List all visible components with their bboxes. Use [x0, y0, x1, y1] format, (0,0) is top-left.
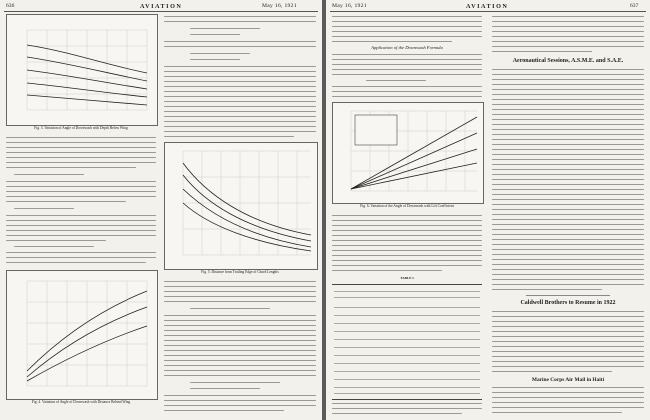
right-page-number: 637	[630, 3, 639, 9]
figure-6-chart	[332, 102, 484, 204]
right-page	[326, 0, 650, 420]
table-1	[332, 284, 482, 400]
section-heading-downwash-formula: Application of the Downwash Formula	[371, 45, 443, 50]
left-header-rule	[4, 11, 318, 12]
left-date: May 16, 1921	[262, 3, 297, 9]
figure-6-caption: Fig. 6. Variation of the Angle of Downwash with Lift Coefficient	[360, 204, 454, 208]
left-running-title: AVIATION	[140, 3, 183, 10]
figure-5-caption: Fig. 5. Distance from Trailing Edge of Chord Lengths	[201, 270, 279, 274]
table-1-title: TABLE I	[400, 276, 414, 280]
right-date: May 16, 1921	[332, 3, 367, 9]
figure-3-caption: Fig. 3. Variation of Angle of Downwash with Depth Below Wing	[34, 126, 128, 130]
right-running-title: AVIATION	[466, 3, 509, 10]
news-heading-caldwell-brothers: Caldwell Brothers to Resume in 1922	[520, 300, 616, 306]
news-heading-aeronautical-sessions: Aeronautical Sessions, A.S.M.E. and S.A.E.	[512, 58, 624, 64]
left-page-number: 636	[6, 3, 15, 9]
news-heading-marine-air-mail: Marine Corps Air Mail in Haiti	[531, 377, 605, 383]
right-header-rule	[330, 11, 646, 12]
figure-4-caption: Fig. 4. Variation of Angle of Downwash with Distance Behind Wing	[31, 400, 131, 404]
left-page	[0, 0, 322, 420]
figure-4-chart	[6, 270, 158, 400]
news-separator	[526, 295, 610, 296]
figure-3-chart	[6, 14, 158, 126]
figure-5-chart	[164, 142, 318, 270]
